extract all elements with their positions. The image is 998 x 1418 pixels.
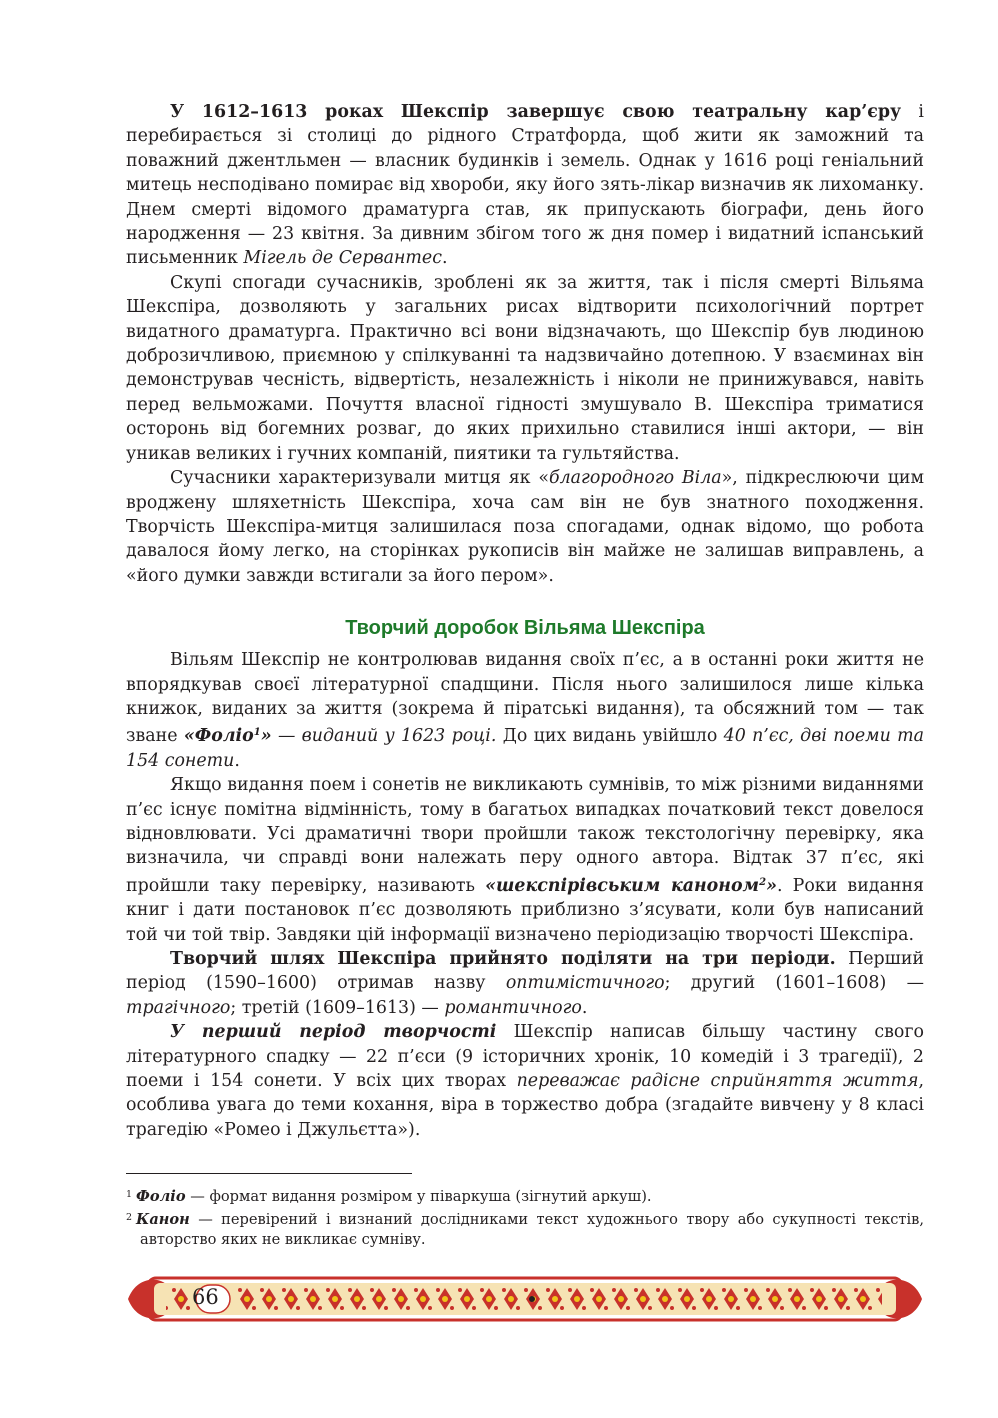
- paragraph-7: У перший період творчості Шекспір написав більшу частину свого літературного спадку — 22 п’єси (9 історичних хронік, 10 комедій і 3 трагедії), 2 поеми і 154 сонети. У всіх цих творах переважає радісне сприйняття життя, особлива увага до теми кохання, віра в торжество добра (згадайте вивчену у 8 класі трагедію «Ромео і Джульєтта»).: [126, 1022, 924, 1140]
- footnote-ref-2[interactable]: 2: [759, 876, 767, 888]
- footnote-divider: [126, 1173, 412, 1174]
- footnotes: [126, 1185, 924, 1251]
- decorative-ornament-band: [126, 1272, 924, 1326]
- footnote-ref-1[interactable]: 1: [253, 727, 261, 739]
- paragraph-1: У 1612–1613 роках Шекспір завершує свою театральну кар’єру і перебирається зі столиці до рідного Стратфорда, щоб жити як заможний та поважний джентльмен — власник будинків і земель. Однак у 1616 році геніальний митець несподівано помирає від хвороби, яку його зять-лікар визначив як лихоманку. Днем смерті відомого драматурга став, як припускають біографи, день його народження — 23 квітня. За дивним збігом того ж дня помер і видатний іспанський письменник Мігель де Сервантес.: [126, 102, 924, 269]
- paragraph-2: Скупі спогади сучасників, зроблені як за життя, так і після смерті Вільяма Шекспіра, дозволяють у загальних рисах відтворити психологічний портрет видатного драматурга. Практично всі вони відзначають, що Шекспір був людиною доброзичливою, приємною у спілкуванні та надзвичайно дотепною. У взаєминах він демонстрував чесність, відвертість, незалежність і ніколи не принижувався, навіть перед вельможами. Почуття власної гідності змушувало В. Шекспіра триматися осторонь від богемних розваг, до яких прихильно ставилися інші актори, — він уникав великих і гучних компаній, пиятики та гультяйства.: [126, 272, 924, 464]
- footnote-1: $^1$ Фоліо — формат видання розміром у піваркуша (зігнутий аркуш).: [126, 1188, 652, 1205]
- paragraph-5: Якщо видання поем і сонетів не викликають сумнівів, то між різними виданнями п’єс існує помітна відмінність, тому в багатьох випадках початковий текст довелося відновлювати. Усі драматичні твори пройшли також текстологічну перевірку, яка визначила, чи справді вони належать перу одного автора. Відтак 37 п’єс, які пройшли таку перевірку, називають «шекспірівським каноном$^2$». Роки видання книг і дати постановок п’єс дозволяють приблизно з’ясувати, коли був написаний той чи той твір. Завдяки цій інформації визначено періодизацію творчості Шекспіра.: [126, 775, 925, 945]
- paragraph-6: Творчий шлях Шекспіра прийнято поділяти на три періоди. Перший період (1590–1600) отримав назву оптимістичного; другий (1601–1608) — трагічного; третій (1609–1613) — романтичного.: [126, 949, 925, 1018]
- paragraph-4: Вільям Шекспір не контролював видання своїх п’єс, а в останні роки життя не впорядкував своєї літературної спадщини. Після нього залишилося лише кілька книжок, виданих за життя (зокрема й піратські видання), та обсяжний том — так зване «Фоліо$^1$» — виданий у 1623 році. До цих видань увійшло 40 п’єс, дві поеми та 154 сонети.: [126, 650, 924, 771]
- footnote-2: $^2$ Канон — перевірений і визнаний дослідниками текст художнього твору або сукупності текстів, авторство яких не викликає сумніву.: [126, 1210, 924, 1248]
- section-heading: Творчий доробок Вільяма Шекспіра: [345, 617, 705, 640]
- page-number: 66: [192, 1285, 219, 1309]
- page-body: [126, 100, 924, 1142]
- paragraph-3: Сучасники характеризували митця як «благородного Віла», підкреслюючи цим вроджену шляхетність Шекспіра, хоча сам він не був знатного походження. Творчість Шекспіра-митця залишилася поза спогадами, однак відомо, що робота давалося йому легко, на сторінках рукописів він майже не залишав виправлень, а «його думки завжди встигали за його пером».: [126, 468, 924, 586]
